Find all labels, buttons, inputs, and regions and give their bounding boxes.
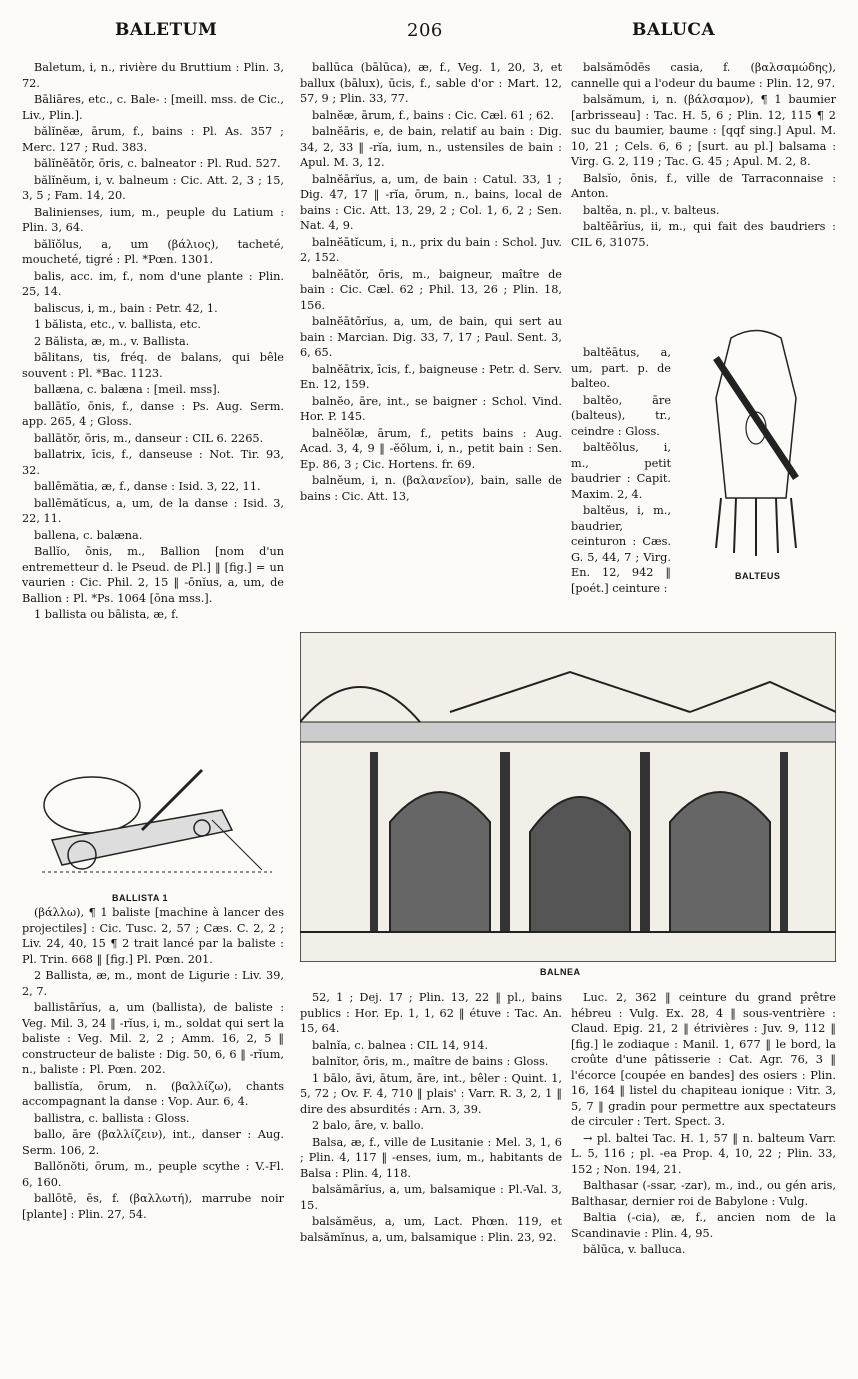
- dictionary-entry: balnĕŏlæ, ārum, f., petits bains : Aug. Acad. 3, 4, 9 ‖ -ĕŏlum, i, n., petit bain : Sen. Ep. 86, 3 ; Cic. Hortens. fr. 69.: [300, 426, 562, 471]
- running-head-right: BALUCA: [632, 20, 716, 40]
- dictionary-entry: ballena, c. balæna.: [34, 528, 143, 542]
- dictionary-entry: ballistārĭus, a, um (ballista), de baliste : Veg. Mil. 3, 24 ‖ -rĭus, i, m., soldat qui sert la baliste : Veg. Mil. 2, 2 ; Amm. 16, 2, 5 ‖ constructeur de baliste : Dig. 50, 6, 6 ‖ -rĭum, n., baliste : Pl. Pœn. 202.: [22, 1001, 284, 1076]
- ballista-caption: BALLISTA 1: [112, 893, 168, 903]
- dictionary-entry: bălĭŏlus, a, um (βάλιος), tacheté, moucheté, tigré : Pl. *Pœn. 1301.: [22, 237, 284, 266]
- dictionary-entry: ballo, āre (βαλλίζειν), int., danser : Aug. Serm. 106, 2.: [22, 1128, 284, 1157]
- dictionary-entry: 2 Ballista, æ, m., mont de Ligurie : Liv. 39, 2, 7.: [22, 969, 284, 998]
- dictionary-entry: baltĕo, āre (balteus), tr., ceindre : Gloss.: [571, 393, 671, 438]
- dictionary-entry: ballōtē, ēs, f. (βαλλωτή), marrube noir [plante] : Plin. 27, 54.: [22, 1192, 284, 1221]
- dictionary-entry: balnĕārĭus, a, um, de bain : Catul. 33, 1 ; Dig. 47, 17 ‖ -rĭa, ōrum, n., bains, local de bains : Cic. Att. 13, 29, 2 ; Col. 1, 6, 2 ; Sen. Nat. 4, 9.: [300, 172, 562, 232]
- dictionary-entry: Baltia (-cia), æ, f., ancien nom de la Scandinavie : Plin. 4, 95.: [571, 1211, 836, 1240]
- dictionary-entry: ballatrix, īcis, f., danseuse : Not. Tir. 93, 32.: [22, 448, 284, 477]
- dictionary-entry: (βάλλω), ¶ 1 baliste [machine à lancer des projectiles] : Cic. Tusc. 2, 57 ; Cæs. C. 2, 2 ; Liv. 24, 40, 15 ¶ 2 trait lancé par la baliste : Pl. Trin. 668 ‖ [fig.] Pl. Pœn. 201.: [22, 906, 284, 966]
- dictionary-entry: bălĭnĕātŏr, ōris, c. balneator : Pl. Rud. 527.: [34, 157, 281, 170]
- column-1-top: [22, 60, 284, 785]
- dictionary-entry: 1 bălista, etc., v. ballista, etc.: [34, 318, 201, 331]
- column-3-bottom: [571, 990, 836, 1370]
- dictionary-entry: balnĕātŏr, ōris, m., baigneur, maître de bain : Cic. Cæl. 62 ; Phil. 13, 26 ; Plin. 18, 156.: [300, 267, 562, 312]
- dictionary-entry: → pl. baltei Tac. H. 1, 57 ‖ n. balteum Varr. L. 5, 116 ; pl. -ea Prop. 4, 10, 22 ; Plin. 33, 152 ; Non. 194, 21.: [571, 1131, 836, 1176]
- dictionary-entry: balnĭtor, ōris, m., maître de bains : Gloss.: [312, 1055, 549, 1068]
- dictionary-entry: baliscus, i, m., bain : Petr. 42, 1.: [34, 301, 218, 315]
- dictionary-entry: ballistra, c. ballista : Gloss.: [34, 1111, 190, 1125]
- dictionary-entry: Ballĭo, ōnis, m., Ballion [nom d'un entremetteur d. le Pseud. de Pl.] ‖ [fig.] = un vaurien : Cic. Phil. 2, 15 ‖ -ōnĭus, a, um, de Ballion : Pl. *Ps. 1064 [ōna mss.].: [22, 545, 284, 605]
- dictionary-entry: Bāliāres, etc., c. Bale- : [meill. mss. de Cic., Liv., Plin.].: [22, 93, 284, 122]
- dictionary-entry: baltĕŏlus, i, m., petit baudrier : Capit. Maxim. 2, 4.: [571, 441, 671, 501]
- dictionary-entry: balnĕāris, e, de bain, relatif au bain : Dig. 34, 2, 33 ‖ -rĭa, ium, n., ustensiles de bain : Apul. M. 3, 12.: [300, 125, 562, 169]
- dictionary-entry: balsămārĭus, a, um, balsamique : Pl.-Val. 3, 15.: [300, 1183, 562, 1212]
- column-3-middle: [571, 345, 671, 625]
- ballista-illustration: [22, 760, 284, 890]
- dictionary-entry: Baletum, i, n., rivière du Bruttium : Plin. 3, 72.: [22, 61, 284, 90]
- balnea-caption: BALNEA: [540, 967, 581, 977]
- dictionary-entry: 2 balo, āre, v. ballo.: [312, 1119, 424, 1132]
- dictionary-entry: Luc. 2, 362 ‖ ceinture du grand prêtre hébreu : Vulg. Ex. 28, 4 ‖ sous-ventrière : Claud. Epig. 21, 2 ‖ étrivières : Juv. 9, 112 ‖ [fig.] le zodiaque : Manil. 1, 677 ‖ le bord, la croûte d'une pâtisserie : Cat. Agr. 76, 3 ‖ l'écorce [coupée en bandes] des osiers : Plin. 16, 164 ‖ listel du chapiteau ionique : Vitr. 3, 5, 7 ‖ gradin pour permettre aux spectateurs de circuler : Tert. Spect. 3.: [571, 991, 836, 1128]
- dictionary-entry: balnĕum, i, n. (βαλανεῖον), bain, salle de bains : Cic. Att. 13,: [300, 474, 562, 503]
- dictionary-entry: baltĕus, i, m., baudrier, ceinturon : Cæs. G. 5, 44, 7 ; Virg. En. 12, 942 ‖ [poét.] ceinture :: [571, 504, 671, 595]
- dictionary-entry: bălūca, v. balluca.: [583, 1243, 686, 1256]
- dictionary-entry: ballēmătĭcus, a, um, de la danse : Isid. 3, 22, 11.: [22, 496, 284, 525]
- column-2-top: [300, 60, 562, 625]
- running-head-left: BALETUM: [115, 20, 218, 40]
- column-3-top: [571, 60, 836, 340]
- balteus-illustration: [676, 318, 836, 568]
- dictionary-entry: balnĕātōrĭus, a, um, de bain, qui sert au bain : Marcian. Dig. 33, 7, 17 ; Paul. Sent. 3, 6, 65.: [300, 315, 562, 359]
- dictionary-entry: baltĕa, n. pl., v. balteus.: [583, 203, 720, 217]
- dictionary-entry: Balsa, æ, f., ville de Lusitanie : Mel. 3, 1, 6 ; Plin. 4, 117 ‖ -enses, ium, m., habitants de Balsa : Plin. 4, 118.: [300, 1135, 562, 1180]
- dictionary-entry: Ballŏnŏti, ōrum, m., peuple scythe : V.-Fl. 6, 160.: [22, 1160, 284, 1189]
- dictionary-entry: balnĕæ, ārum, f., bains : Cic. Cæl. 61 ; 62.: [312, 108, 554, 122]
- dictionary-entry: balsămōdēs casia, f. (βαλσαμώδης), cannelle qui a l'odeur du baume : Plin. 12, 97.: [571, 61, 836, 90]
- dictionary-entry: 2 Bălista, æ, m., v. Ballista.: [34, 334, 190, 348]
- dictionary-entry: ballistĭa, ōrum, n. (βαλλίζω), chants accompagnant la danse : Vop. Aur. 6, 4.: [22, 1079, 284, 1108]
- dictionary-entry: 1 ballista ou bālista, æ, f.: [34, 608, 179, 621]
- dictionary-entry: ballæna, c. balæna : [meil. mss].: [34, 383, 221, 396]
- dictionary-entry: baltĕātus, a, um, part. p. de balteo.: [571, 346, 671, 390]
- dictionary-entry: Balsĭo, ōnis, f., ville de Tarraconnaise : Anton.: [571, 171, 836, 200]
- column-2-bottom: [300, 990, 562, 1370]
- dictionary-entry: Balthasar (-ssar, -zar), m., ind., ou gén aris, Balthasar, dernier roi de Babylone : Vulg.: [571, 1179, 836, 1208]
- dictionary-entry: baltĕārĭus, ii, m., qui fait des baudriers : CIL 6, 31075.: [571, 220, 836, 249]
- column-1-bottom: [22, 905, 284, 1370]
- dictionary-entry: balis, acc. im, f., nom d'une plante : Plin. 25, 14.: [22, 269, 284, 298]
- dictionary-entry: ballēmătia, æ, f., danse : Isid. 3, 22, 11.: [34, 480, 261, 493]
- dictionary-entry: ballātŏr, ōris, m., danseur : CIL 6. 2265.: [34, 431, 264, 445]
- dictionary-entry: bālitans, tis, fréq. de balans, qui bêle souvent : Pl. *Bac. 1123.: [22, 351, 284, 380]
- balnea-illustration: [300, 632, 836, 962]
- dictionary-entry: bălĭnĕæ, ārum, f., bains : Pl. As. 357 ; Merc. 127 ; Rud. 383.: [22, 125, 284, 154]
- dictionary-entry: Balinienses, ium, m., peuple du Latium : Plin. 3, 64.: [22, 205, 284, 234]
- balteus-caption: BALTEUS: [735, 571, 781, 581]
- dictionary-entry: balnĭa, c. balnea : CIL 14, 914.: [312, 1038, 489, 1052]
- dictionary-entry: balsămum, i, n. (βάλσαμον), ¶ 1 baumier [arbrisseau] : Tac. H. 5, 6 ; Plin. 12, 115 ¶ 2 suc du baumier, baume : [qqf sing.] Apul. M. 10, 21 ; Cels. 6, 6 ; [surt. au pl.] balsama : Virg. G. 2, 119 ; Tac. G. 45 ; Apul. M. 2, 8.: [571, 93, 836, 168]
- dictionary-entry: ballūca (bālūca), æ, f., Veg. 1, 20, 3, et ballux (bālux), ūcis, f., sable d'or : Mart. 12, 57, 9 ; Plin. 33, 77.: [300, 61, 562, 105]
- dictionary-entry: 1 bālo, āvi, ātum, āre, int., bêler : Quint. 1, 5, 72 ; Ov. F. 4, 710 ‖ plais' : Varr. R. 3, 2, 1 ‖ dire des absurdités : Arn. 3, 39.: [300, 1071, 562, 1116]
- dictionary-entry: bălĭnĕum, i, v. balneum : Cic. Att. 2, 3 ; 15, 3, 5 ; Fam. 14, 20.: [22, 173, 284, 202]
- dictionary-entry: balnĕo, āre, int., se baigner : Schol. Vind. Hor. P. 145.: [300, 394, 562, 423]
- dictionary-entry: balsămĕus, a, um, Lact. Phœn. 119, et balsămĭnus, a, um, balsamique : Plin. 23, 92.: [300, 1215, 562, 1244]
- dictionary-entry: balnĕātrix, īcis, f., baigneuse : Petr. d. Serv. En. 12, 159.: [300, 362, 562, 391]
- dictionary-entry: balnĕātĭcum, i, n., prix du bain : Schol. Juv. 2, 152.: [300, 235, 562, 264]
- dictionary-entry: ballātĭo, ōnis, f., danse : Ps. Aug. Serm. app. 265, 4 ; Gloss.: [22, 399, 284, 428]
- dictionary-entry: 52, 1 ; Dej. 17 ; Plin. 13, 22 ‖ pl., bains publics : Hor. Ep. 1, 1, 62 ‖ étuve : Tac. An. 15, 64.: [300, 991, 562, 1035]
- page-number: 206: [407, 20, 443, 41]
